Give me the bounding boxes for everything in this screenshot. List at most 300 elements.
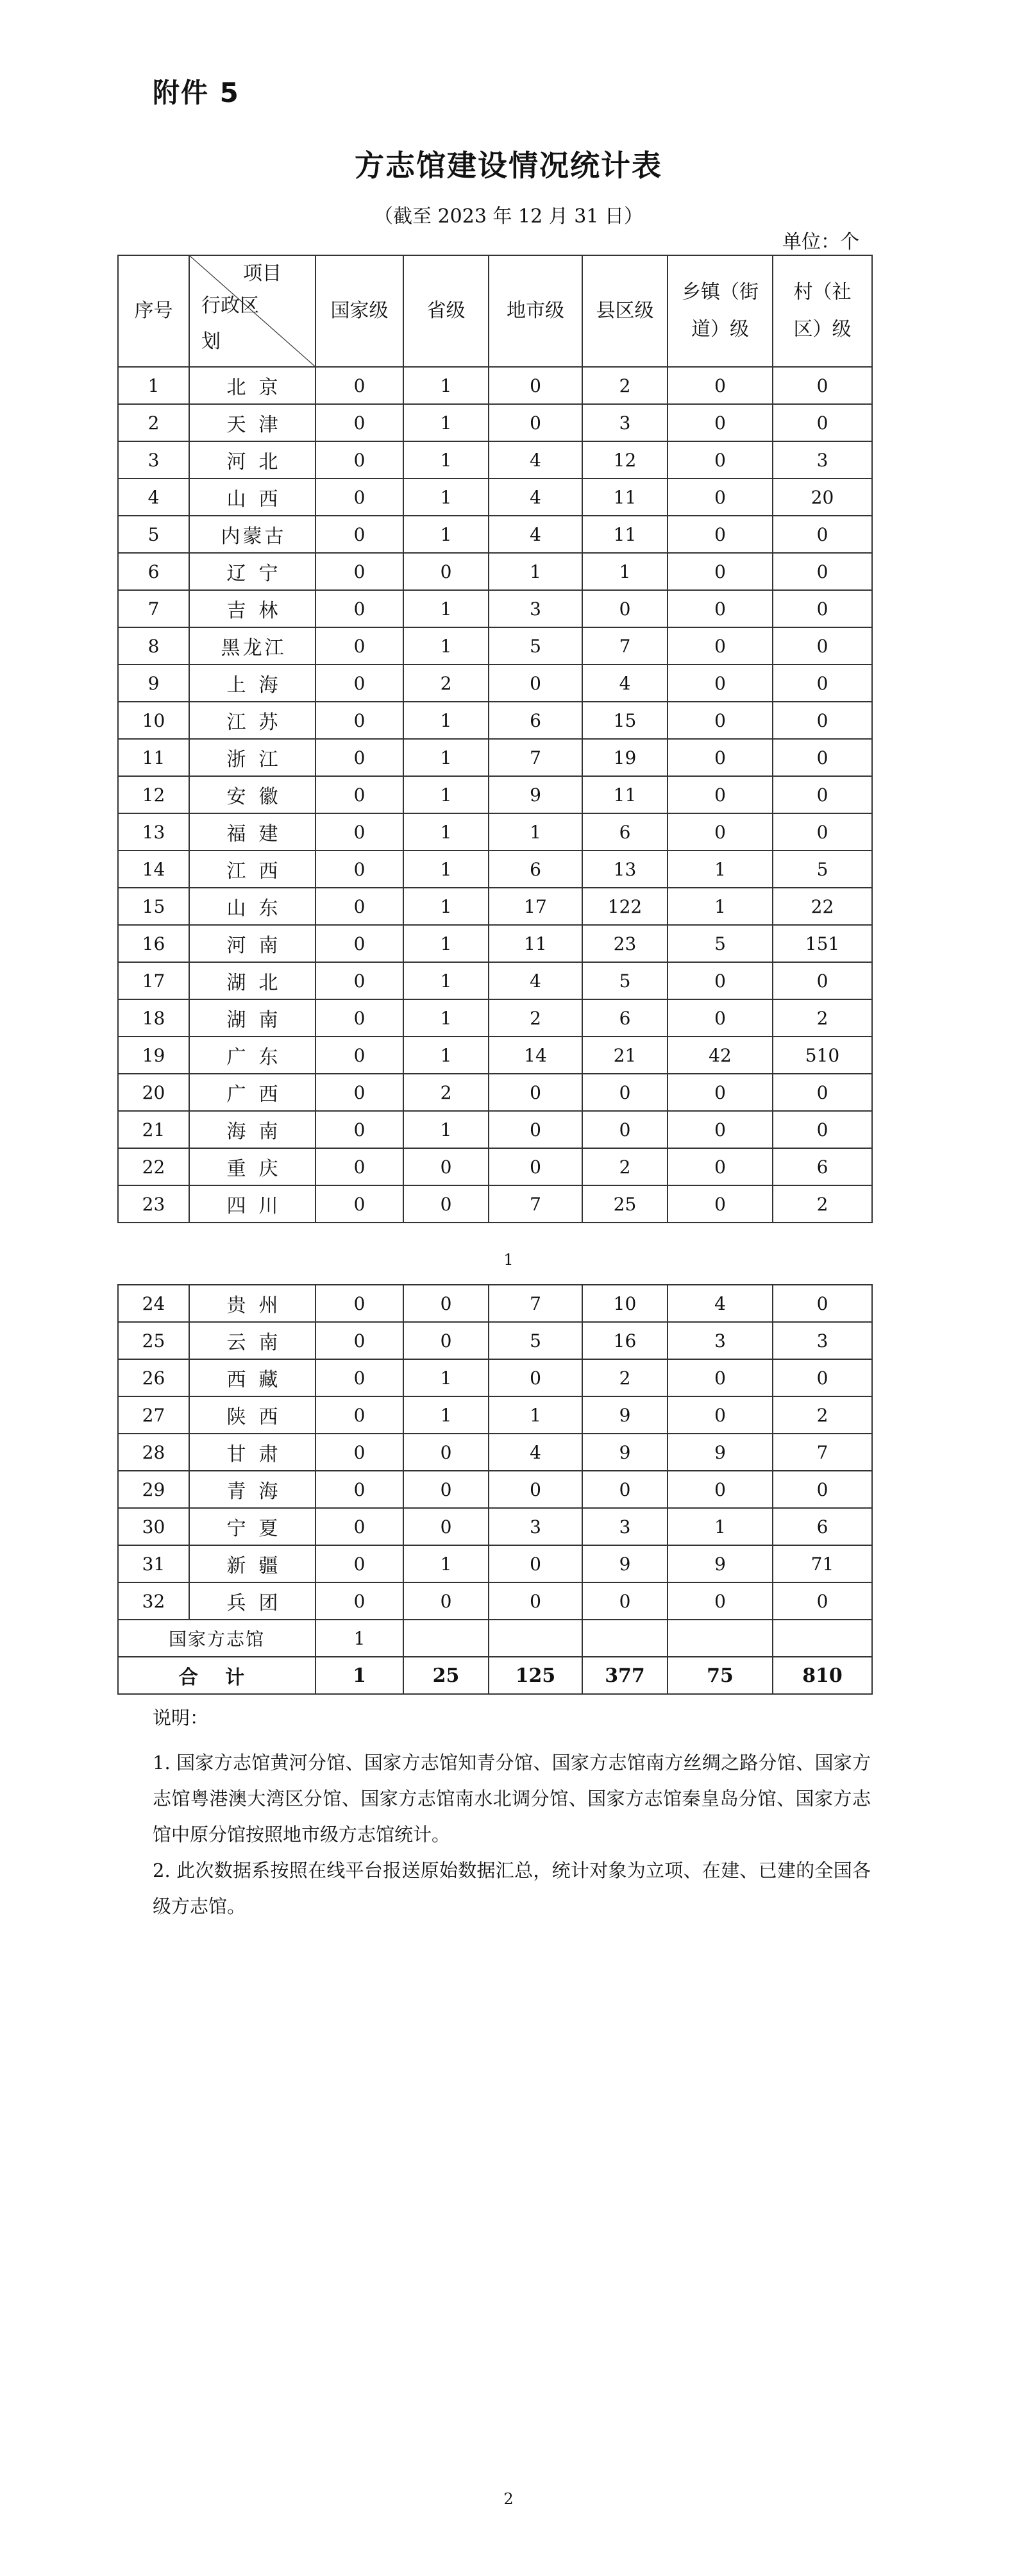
cell-national: 0 [315, 776, 403, 813]
cell-township: 0 [668, 776, 773, 813]
empty-cell [582, 1620, 668, 1657]
cell-national: 0 [315, 1285, 403, 1322]
cell-seq: 22 [118, 1148, 189, 1185]
cell-village: 0 [773, 1285, 872, 1322]
cell-township: 0 [668, 516, 773, 553]
cell-national: 0 [315, 1471, 403, 1508]
cell-provincial: 1 [403, 925, 489, 962]
cell-prefecture: 7 [489, 739, 582, 776]
table-row [118, 1434, 872, 1471]
total-label: 合 计 [118, 1657, 315, 1694]
total-national: 1 [315, 1657, 403, 1694]
cell-township: 4 [668, 1285, 773, 1322]
cell-village: 0 [773, 553, 872, 590]
cell-seq: 31 [118, 1545, 189, 1582]
cell-prefecture: 4 [489, 1434, 582, 1471]
cell-prefecture: 9 [489, 776, 582, 813]
cell-provincial: 1 [403, 1111, 489, 1148]
cell-township: 1 [668, 851, 773, 888]
table-row [118, 590, 872, 627]
cell-national: 0 [315, 702, 403, 739]
cell-region: 兵团 [189, 1582, 315, 1620]
cell-village: 5 [773, 851, 872, 888]
cell-prefecture: 0 [489, 1582, 582, 1620]
cell-county: 2 [582, 367, 668, 404]
cell-provincial: 1 [403, 962, 489, 999]
cell-provincial: 1 [403, 516, 489, 553]
cell-county: 6 [582, 813, 668, 851]
cell-prefecture: 0 [489, 404, 582, 441]
cell-prefecture: 1 [489, 553, 582, 590]
cell-township: 5 [668, 925, 773, 962]
cell-seq: 26 [118, 1359, 189, 1396]
cell-prefecture: 1 [489, 1396, 582, 1434]
cell-village: 6 [773, 1508, 872, 1545]
cell-seq: 27 [118, 1396, 189, 1434]
cell-village: 71 [773, 1545, 872, 1582]
table-row [118, 813, 872, 851]
cell-national: 0 [315, 962, 403, 999]
cell-township: 0 [668, 553, 773, 590]
cell-region: 广东 [189, 1037, 315, 1074]
cell-national: 0 [315, 1396, 403, 1434]
header-national: 国家级 [315, 255, 403, 367]
cell-provincial: 1 [403, 1545, 489, 1582]
cell-region: 内蒙古 [189, 516, 315, 553]
header-county: 县区级 [582, 255, 668, 367]
cell-provincial: 0 [403, 1148, 489, 1185]
cell-seq: 19 [118, 1037, 189, 1074]
table-row [118, 1359, 872, 1396]
cell-county: 1 [582, 553, 668, 590]
table-row [118, 367, 872, 404]
cell-national: 0 [315, 516, 403, 553]
empty-cell [668, 1620, 773, 1657]
cell-seq: 8 [118, 627, 189, 665]
cell-region: 江西 [189, 851, 315, 888]
cell-region: 贵州 [189, 1285, 315, 1322]
cell-prefecture: 0 [489, 1148, 582, 1185]
cell-prefecture: 17 [489, 888, 582, 925]
note-item-2: 2. 此次数据系按照在线平台报送原始数据汇总，统计对象为立项、在建、已建的全国各级方志馆。 [153, 1860, 871, 1917]
total-row [118, 1657, 872, 1694]
table-row [118, 1471, 872, 1508]
table-row [118, 479, 872, 516]
table-row [118, 1074, 872, 1111]
cell-township: 0 [668, 813, 773, 851]
cell-county: 4 [582, 665, 668, 702]
table-row [118, 1322, 872, 1359]
cell-national: 0 [315, 888, 403, 925]
cell-seq: 2 [118, 404, 189, 441]
cell-prefecture: 3 [489, 1508, 582, 1545]
total-township: 75 [668, 1657, 773, 1694]
cell-national: 0 [315, 1508, 403, 1545]
cell-provincial: 1 [403, 1396, 489, 1434]
cell-township: 0 [668, 739, 773, 776]
cell-village: 2 [773, 1396, 872, 1434]
cell-prefecture: 14 [489, 1037, 582, 1074]
cell-provincial: 1 [403, 590, 489, 627]
header-village: 村（社区）级 [773, 255, 872, 367]
cell-county: 2 [582, 1359, 668, 1396]
cell-region: 海南 [189, 1111, 315, 1148]
cell-county: 0 [582, 1471, 668, 1508]
cell-region: 广西 [189, 1074, 315, 1111]
cell-provincial: 1 [403, 404, 489, 441]
cell-provincial: 1 [403, 999, 489, 1037]
cell-village: 0 [773, 404, 872, 441]
cell-county: 6 [582, 999, 668, 1037]
notes-section [153, 1700, 871, 1924]
cell-seq: 17 [118, 962, 189, 999]
cell-national: 0 [315, 1545, 403, 1582]
cell-region: 青海 [189, 1471, 315, 1508]
cell-national: 0 [315, 1111, 403, 1148]
cell-village: 0 [773, 367, 872, 404]
cell-county: 16 [582, 1322, 668, 1359]
cell-seq: 32 [118, 1582, 189, 1620]
cell-county: 13 [582, 851, 668, 888]
cell-township: 1 [668, 1508, 773, 1545]
cell-region: 云南 [189, 1322, 315, 1359]
cell-county: 10 [582, 1285, 668, 1322]
cell-prefecture: 1 [489, 813, 582, 851]
cell-national: 0 [315, 404, 403, 441]
cell-region: 辽宁 [189, 553, 315, 590]
cell-seq: 12 [118, 776, 189, 813]
cell-county: 11 [582, 776, 668, 813]
cell-village: 0 [773, 665, 872, 702]
cell-village: 0 [773, 1471, 872, 1508]
cell-provincial: 0 [403, 1285, 489, 1322]
cell-prefecture: 7 [489, 1185, 582, 1223]
cell-village: 3 [773, 1322, 872, 1359]
table-row [118, 925, 872, 962]
national-museum-national: 1 [315, 1620, 403, 1657]
cell-seq: 3 [118, 441, 189, 479]
cell-village: 20 [773, 479, 872, 516]
table-row [118, 441, 872, 479]
total-village: 810 [773, 1657, 872, 1694]
page-number-2: 2 [503, 2490, 514, 2508]
cell-seq: 14 [118, 851, 189, 888]
cell-region: 重庆 [189, 1148, 315, 1185]
cell-prefecture: 6 [489, 851, 582, 888]
cell-national: 0 [315, 590, 403, 627]
cell-region: 浙江 [189, 739, 315, 776]
cell-provincial: 1 [403, 441, 489, 479]
cell-seq: 24 [118, 1285, 189, 1322]
cell-seq: 10 [118, 702, 189, 739]
cell-region: 吉林 [189, 590, 315, 627]
cell-village: 22 [773, 888, 872, 925]
cell-region: 湖北 [189, 962, 315, 999]
empty-cell [403, 1620, 489, 1657]
header-item: 项目 [243, 262, 282, 285]
cell-prefecture: 0 [489, 1111, 582, 1148]
table-row [118, 1037, 872, 1074]
cell-provincial: 0 [403, 1582, 489, 1620]
annex-label: 附件 5 [153, 77, 240, 108]
cell-prefecture: 2 [489, 999, 582, 1037]
total-prefecture: 125 [489, 1657, 582, 1694]
cell-village: 0 [773, 1359, 872, 1396]
table-row [118, 1111, 872, 1148]
cell-county: 2 [582, 1148, 668, 1185]
table-row [118, 851, 872, 888]
cell-village: 0 [773, 702, 872, 739]
cell-township: 0 [668, 1396, 773, 1434]
header-region: 行政区划 [201, 294, 259, 353]
cell-prefecture: 7 [489, 1285, 582, 1322]
cell-township: 9 [668, 1545, 773, 1582]
cell-seq: 28 [118, 1434, 189, 1471]
cell-provincial: 1 [403, 702, 489, 739]
cell-region: 上海 [189, 665, 315, 702]
cell-township: 1 [668, 888, 773, 925]
cell-county: 0 [582, 1111, 668, 1148]
cell-region: 西藏 [189, 1359, 315, 1396]
cell-village: 6 [773, 1148, 872, 1185]
cell-provincial: 2 [403, 1074, 489, 1111]
cell-seq: 5 [118, 516, 189, 553]
cell-provincial: 0 [403, 1185, 489, 1223]
table-row [118, 665, 872, 702]
header-provincial: 省级 [403, 255, 489, 367]
cell-provincial: 1 [403, 813, 489, 851]
cell-village: 0 [773, 1074, 872, 1111]
notes-heading: 说明： [153, 1707, 209, 1729]
cell-county: 0 [582, 1582, 668, 1620]
cell-village: 2 [773, 999, 872, 1037]
cell-village: 510 [773, 1037, 872, 1074]
cell-seq: 7 [118, 590, 189, 627]
cell-national: 0 [315, 1359, 403, 1396]
cell-village: 3 [773, 441, 872, 479]
table-row [118, 553, 872, 590]
cell-county: 3 [582, 1508, 668, 1545]
cell-provincial: 0 [403, 1434, 489, 1471]
cell-village: 0 [773, 516, 872, 553]
table-row [118, 1148, 872, 1185]
cell-region: 黑龙江 [189, 627, 315, 665]
cell-national: 0 [315, 1322, 403, 1359]
cell-prefecture: 0 [489, 665, 582, 702]
cell-region: 新疆 [189, 1545, 315, 1582]
cell-region: 宁夏 [189, 1508, 315, 1545]
cell-village: 0 [773, 1111, 872, 1148]
header-prefecture: 地市级 [489, 255, 582, 367]
table-row [118, 1508, 872, 1545]
table-row [118, 962, 872, 999]
cell-prefecture: 4 [489, 962, 582, 999]
cell-region: 湖南 [189, 999, 315, 1037]
cell-region: 陕西 [189, 1396, 315, 1434]
cell-provincial: 0 [403, 553, 489, 590]
cell-county: 19 [582, 739, 668, 776]
cell-village: 0 [773, 776, 872, 813]
table-row [118, 627, 872, 665]
cell-prefecture: 4 [489, 516, 582, 553]
cell-region: 山东 [189, 888, 315, 925]
table-row [118, 1545, 872, 1582]
cell-township: 0 [668, 665, 773, 702]
cell-township: 3 [668, 1322, 773, 1359]
cell-township: 0 [668, 367, 773, 404]
cell-provincial: 1 [403, 1359, 489, 1396]
cell-national: 0 [315, 665, 403, 702]
cell-national: 0 [315, 1582, 403, 1620]
cell-national: 0 [315, 1185, 403, 1223]
cell-provincial: 0 [403, 1508, 489, 1545]
cell-region: 天津 [189, 404, 315, 441]
page-number-1: 1 [503, 1251, 514, 1269]
cell-township: 0 [668, 1471, 773, 1508]
cell-village: 0 [773, 627, 872, 665]
table-row [118, 776, 872, 813]
cell-provincial: 1 [403, 367, 489, 404]
cell-region: 河南 [189, 925, 315, 962]
cell-provincial: 1 [403, 1037, 489, 1074]
cell-national: 0 [315, 1434, 403, 1471]
table-row [118, 999, 872, 1037]
total-county: 377 [582, 1657, 668, 1694]
cell-region: 山西 [189, 479, 315, 516]
national-museum-label: 国家方志馆 [118, 1620, 315, 1657]
cell-county: 5 [582, 962, 668, 999]
cell-national: 0 [315, 999, 403, 1037]
cell-prefecture: 5 [489, 1322, 582, 1359]
note-item-1: 1. 国家方志馆黄河分馆、国家方志馆知青分馆、国家方志馆南方丝绸之路分馆、国家方志馆粤港澳大湾区分馆、国家方志馆南水北调分馆、国家方志馆秦皇岛分馆、国家方志馆中原分馆按照地市级方志馆统计。 [153, 1752, 871, 1845]
national-museum-row [118, 1620, 872, 1657]
cell-county: 23 [582, 925, 668, 962]
cell-village: 0 [773, 590, 872, 627]
page-title: 方志馆建设情况统计表 [355, 148, 662, 183]
table-row [118, 404, 872, 441]
cell-county: 9 [582, 1396, 668, 1434]
cell-township: 0 [668, 627, 773, 665]
cell-township: 0 [668, 590, 773, 627]
as-of-date: （截至 2023 年 12 月 31 日） [374, 205, 643, 228]
cell-seq: 25 [118, 1322, 189, 1359]
cell-county: 9 [582, 1545, 668, 1582]
cell-county: 21 [582, 1037, 668, 1074]
cell-seq: 11 [118, 739, 189, 776]
cell-region: 四川 [189, 1185, 315, 1223]
cell-prefecture: 0 [489, 1074, 582, 1111]
table-row [118, 739, 872, 776]
cell-seq: 18 [118, 999, 189, 1037]
total-provincial: 25 [403, 1657, 489, 1694]
cell-prefecture: 5 [489, 627, 582, 665]
cell-county: 11 [582, 479, 668, 516]
header-seq: 序号 [118, 255, 189, 367]
cell-provincial: 2 [403, 665, 489, 702]
cell-village: 2 [773, 1185, 872, 1223]
cell-township: 0 [668, 1185, 773, 1223]
cell-prefecture: 0 [489, 1471, 582, 1508]
cell-provincial: 1 [403, 479, 489, 516]
cell-township: 9 [668, 1434, 773, 1471]
cell-seq: 20 [118, 1074, 189, 1111]
cell-provincial: 1 [403, 739, 489, 776]
cell-national: 0 [315, 1037, 403, 1074]
cell-provincial: 0 [403, 1471, 489, 1508]
cell-seq: 9 [118, 665, 189, 702]
cell-village: 0 [773, 962, 872, 999]
cell-village: 151 [773, 925, 872, 962]
cell-township: 0 [668, 1111, 773, 1148]
cell-county: 11 [582, 516, 668, 553]
cell-prefecture: 0 [489, 367, 582, 404]
cell-region: 福建 [189, 813, 315, 851]
cell-township: 0 [668, 1074, 773, 1111]
cell-national: 0 [315, 627, 403, 665]
cell-national: 0 [315, 1148, 403, 1185]
cell-prefecture: 4 [489, 441, 582, 479]
header-township: 乡镇（街道）级 [668, 255, 773, 367]
cell-township: 0 [668, 962, 773, 999]
cell-county: 3 [582, 404, 668, 441]
cell-county: 7 [582, 627, 668, 665]
cell-national: 0 [315, 851, 403, 888]
cell-seq: 29 [118, 1471, 189, 1508]
cell-provincial: 0 [403, 1322, 489, 1359]
cell-region: 甘肃 [189, 1434, 315, 1471]
cell-township: 42 [668, 1037, 773, 1074]
cell-seq: 13 [118, 813, 189, 851]
cell-village: 0 [773, 813, 872, 851]
cell-seq: 1 [118, 367, 189, 404]
cell-prefecture: 4 [489, 479, 582, 516]
table-row [118, 1582, 872, 1620]
cell-county: 15 [582, 702, 668, 739]
cell-seq: 4 [118, 479, 189, 516]
cell-county: 12 [582, 441, 668, 479]
cell-county: 9 [582, 1434, 668, 1471]
cell-township: 0 [668, 441, 773, 479]
cell-provincial: 1 [403, 851, 489, 888]
cell-township: 0 [668, 404, 773, 441]
cell-national: 0 [315, 479, 403, 516]
empty-cell [489, 1620, 582, 1657]
cell-national: 0 [315, 553, 403, 590]
cell-county: 0 [582, 1074, 668, 1111]
cell-township: 0 [668, 1148, 773, 1185]
cell-seq: 21 [118, 1111, 189, 1148]
cell-national: 0 [315, 739, 403, 776]
cell-county: 122 [582, 888, 668, 925]
cell-township: 0 [668, 479, 773, 516]
cell-national: 0 [315, 1074, 403, 1111]
empty-cell [773, 1620, 872, 1657]
table-row [118, 888, 872, 925]
cell-region: 安徽 [189, 776, 315, 813]
unit-label: 单位：个 [782, 231, 859, 253]
cell-prefecture: 0 [489, 1545, 582, 1582]
cell-prefecture: 0 [489, 1359, 582, 1396]
cell-seq: 16 [118, 925, 189, 962]
cell-provincial: 1 [403, 776, 489, 813]
cell-seq: 6 [118, 553, 189, 590]
stats-table-page2 [117, 1284, 873, 1695]
cell-national: 0 [315, 813, 403, 851]
cell-township: 0 [668, 999, 773, 1037]
cell-township: 0 [668, 1359, 773, 1396]
cell-prefecture: 11 [489, 925, 582, 962]
cell-township: 0 [668, 702, 773, 739]
